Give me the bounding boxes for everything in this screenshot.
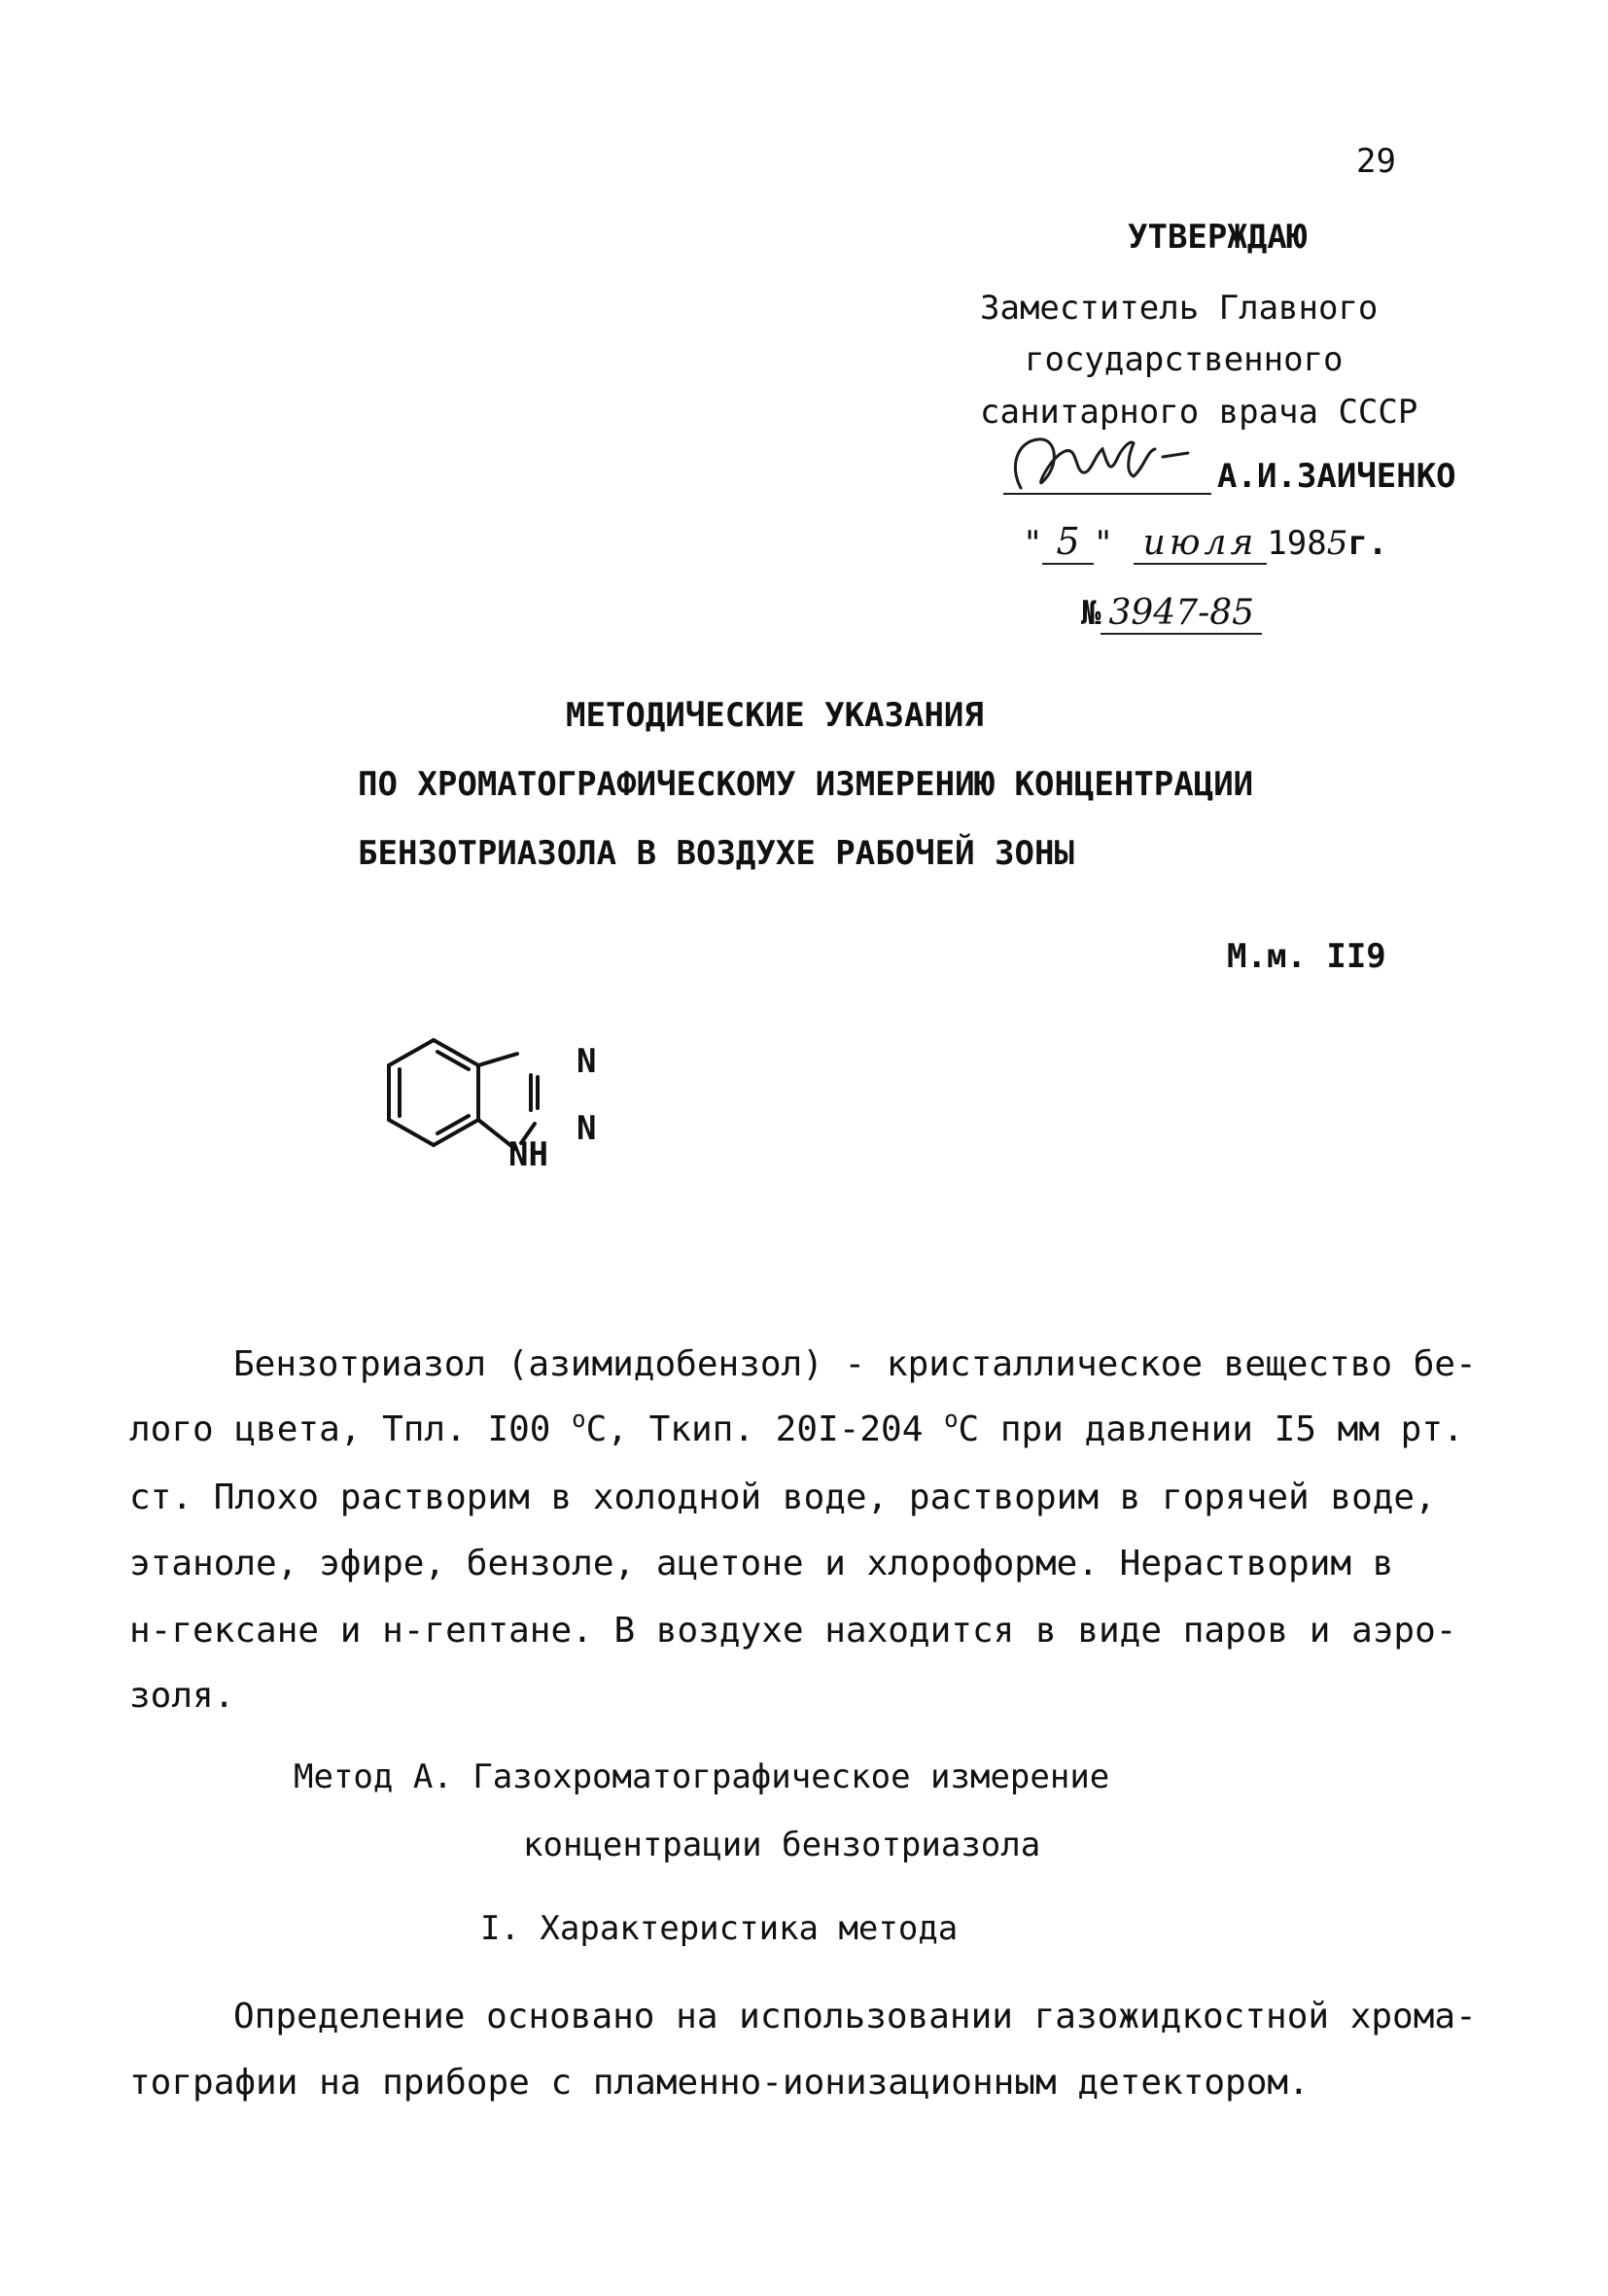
body-line-2	[129, 1406, 1464, 1449]
handwritten-signature-image	[982, 428, 1215, 505]
body-line-6: золя.	[129, 1676, 235, 1716]
page-number: 29	[1356, 142, 1396, 181]
approval-position-line1: Заместитель Главного	[980, 289, 1379, 328]
date-day: 5	[1042, 520, 1093, 565]
date-quote-close: "	[1093, 524, 1114, 563]
section-1-line-1: Определение основано на использовании газожидкостной хрома-	[233, 1997, 1477, 2036]
degree-mark-2: o	[944, 1406, 959, 1433]
document-code: М.м. II9	[1227, 937, 1386, 976]
date-year-unit: г.	[1347, 524, 1388, 563]
atom-n-top: N	[577, 1042, 597, 1081]
method-heading-line1: Метод А. Газохроматографическое измерение	[294, 1757, 1110, 1796]
section-1-heading: I. Характеристика метода	[480, 1909, 959, 1948]
body-line-2-c: С при давлении I5 мм рт.	[958, 1409, 1464, 1449]
number-value: 3947-85	[1101, 593, 1262, 635]
method-heading-line2: концентрации бензотриазола	[523, 1826, 1041, 1864]
date-month: июля	[1134, 523, 1268, 565]
body-line-2-a: лого цвета, Тпл. I00	[129, 1409, 573, 1449]
body-line-3: ст. Плохо растворим в холодной воде, растворим в горячей воде,	[129, 1478, 1436, 1517]
section-1-line-2: тографии на приборе с пламенно-ионизационным детектором.	[129, 2063, 1310, 2103]
date-quote-open: "	[1023, 524, 1043, 563]
approval-name: А.И.ЗАИЧЕНКО	[1217, 457, 1456, 496]
approval-date	[1023, 520, 1387, 563]
body-line-4: этаноле, эфире, бензоле, ацетоне и хлороформе. Нерастворим в	[129, 1544, 1394, 1583]
body-line-1: Бензотриазол (азимидобензол) - кристаллическое вещество бе-	[233, 1344, 1477, 1384]
degree-mark-1: o	[572, 1406, 586, 1433]
date-year-suffix: 5	[1326, 524, 1348, 563]
title-line1: МЕТОДИЧЕСКИЕ УКАЗАНИЯ	[566, 696, 984, 735]
body-line-2-b: С, Ткип. 20I-204	[585, 1409, 945, 1449]
number-prefix: №	[1081, 594, 1101, 633]
atom-nh: NH	[508, 1135, 548, 1174]
date-year-prefix: 198	[1267, 524, 1327, 563]
approval-position-line2: государственного	[1025, 340, 1344, 379]
title-line2: ПО ХРОМАТОГРАФИЧЕСКОМУ ИЗМЕРЕНИЮ КОНЦЕНТРАЦИИ	[358, 765, 1254, 804]
atom-n-right: N	[577, 1109, 597, 1148]
approval-position-line3: санитарного врача СССР	[980, 393, 1418, 432]
title-line3: БЕНЗОТРИАЗОЛА В ВОЗДУХЕ РАБОЧЕЙ ЗОНЫ	[358, 834, 1074, 873]
body-line-5: н-гексане и н-гептане. В воздухе находится в виде паров и аэро-	[129, 1611, 1457, 1651]
approval-heading: УТВЕРЖДАЮ	[1128, 218, 1308, 257]
approval-number	[1081, 593, 1262, 633]
